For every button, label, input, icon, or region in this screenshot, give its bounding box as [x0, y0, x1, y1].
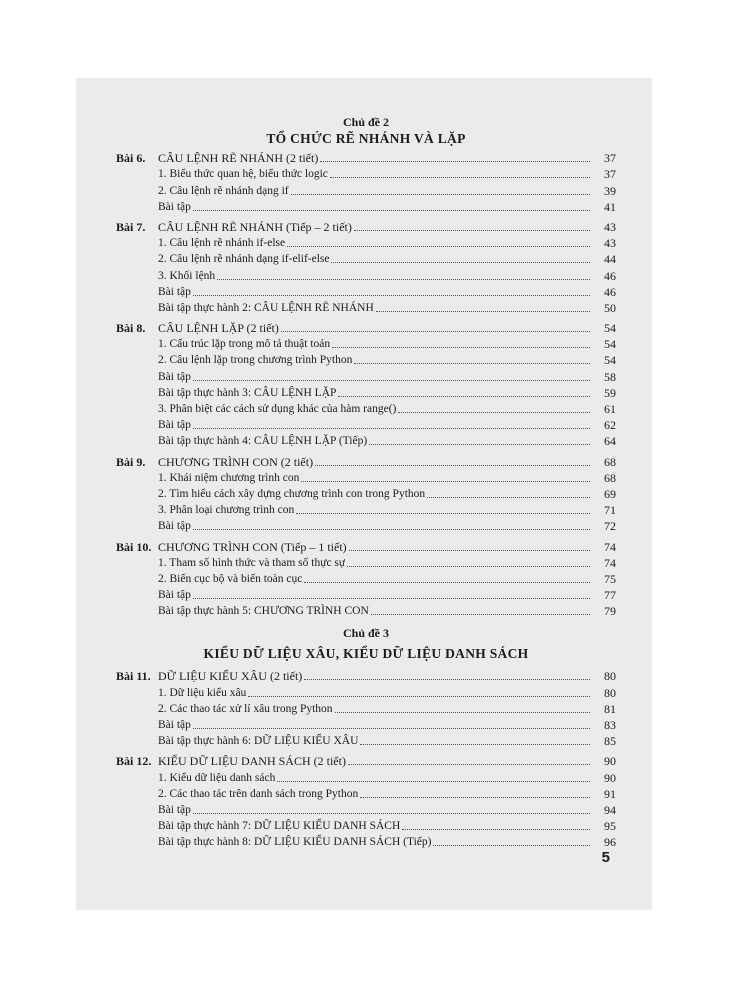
- dot-leader: [338, 396, 590, 397]
- entry-title: CHƯƠNG TRÌNH CON (2 tiết): [158, 454, 314, 469]
- dot-leader: [277, 781, 590, 782]
- entry-page-number: 77: [604, 588, 616, 603]
- dot-leader: [349, 550, 590, 551]
- dot-leader: [281, 331, 590, 332]
- entry-title: 1. Dữ liệu kiểu xâu: [158, 686, 247, 699]
- section-entry: [116, 769, 616, 785]
- dot-leader: [402, 829, 590, 830]
- entry-page-number: 71: [604, 503, 616, 518]
- section-entry: [116, 417, 616, 433]
- entry-title: Bài tập: [158, 200, 191, 213]
- lesson-entry: [116, 150, 616, 166]
- section-entry: [116, 587, 616, 603]
- dot-leader: [331, 262, 590, 263]
- dot-leader: [248, 696, 590, 697]
- entry-title: Bài tập thực hành 6: DỮ LIỆU KIỂU XÂU: [158, 735, 359, 748]
- lesson-label: Bài 11.: [116, 669, 151, 684]
- entry-page-number: 85: [604, 734, 616, 749]
- dot-leader: [398, 412, 590, 413]
- section-entry: [116, 802, 616, 818]
- dot-leader: [354, 363, 590, 364]
- section-entry: [116, 401, 616, 417]
- entry-page-number: 59: [604, 385, 616, 400]
- entry-page-number: 61: [604, 402, 616, 416]
- lesson-label: Bài 7.: [116, 219, 146, 234]
- lesson-label: Bài 10.: [116, 539, 152, 554]
- entry-title: Bài tập thực hành 2: CÂU LỆNH RẼ NHÁNH: [158, 301, 374, 314]
- dot-leader: [371, 614, 590, 615]
- section-entry: [116, 199, 616, 215]
- entry-title: 2. Các thao tác trên danh sách trong Python: [158, 787, 359, 800]
- entry-page-number: 69: [604, 486, 616, 501]
- entry-title: Bài tập thực hành 4: CÂU LỆNH LẶP (Tiếp): [158, 435, 368, 448]
- dot-leader: [291, 194, 590, 195]
- page-number: 5: [601, 849, 610, 866]
- dot-leader: [369, 444, 590, 445]
- section-entry: [116, 235, 616, 251]
- dot-leader: [315, 465, 590, 466]
- dot-leader: [193, 813, 590, 814]
- dot-leader: [193, 210, 590, 211]
- entry-title: Bài tập: [158, 419, 191, 432]
- entry-page-number: 62: [604, 418, 616, 433]
- topic-number: Chủ đề 2: [342, 115, 389, 129]
- lesson-entry: [116, 320, 616, 336]
- section-entry: [116, 555, 616, 571]
- dot-leader: [360, 744, 590, 745]
- entry-title: 2. Tìm hiểu cách xây dựng chương trình con trong Python: [158, 487, 426, 500]
- lesson-label: Bài 8.: [116, 321, 146, 336]
- topic-title: TỔ CHỨC RẼ NHÁNH VÀ LẶP: [266, 131, 466, 146]
- section-entry: [116, 284, 616, 300]
- section-entry: [116, 818, 616, 834]
- entry-page-number: 75: [604, 571, 616, 586]
- section-entry: [116, 684, 616, 700]
- entry-page-number: 54: [604, 321, 616, 336]
- entry-title: Bài tập thực hành 7: DỮ LIỆU KIỂU DANH SÁCH: [158, 820, 401, 833]
- entry-title: DỮ LIỆU KIỂU XÂU (2 tiết): [158, 669, 303, 684]
- entry-title: Bài tập thực hành 8: DỮ LIỆU KIỂU DANH SÁCH (Tiếp): [158, 836, 432, 849]
- entry-page-number: 54: [604, 337, 616, 352]
- entry-page-number: 81: [604, 701, 616, 716]
- entry-page-number: 95: [604, 819, 616, 834]
- lesson-label: Bài 12.: [116, 754, 152, 769]
- entry-page-number: 46: [604, 268, 616, 283]
- entry-page-number: 43: [604, 236, 616, 251]
- dot-leader: [330, 177, 590, 178]
- section-entry: [116, 571, 616, 587]
- dot-leader: [193, 598, 590, 599]
- book-page: [76, 78, 652, 910]
- dot-leader: [193, 428, 590, 429]
- dot-leader: [217, 279, 590, 280]
- section-entry: [116, 486, 616, 502]
- entry-page-number: 43: [604, 219, 616, 234]
- entry-page-number: 44: [604, 252, 616, 267]
- section-entry: [116, 786, 616, 802]
- section-entry: [116, 368, 616, 384]
- dot-leader: [335, 712, 590, 713]
- entry-page-number: 39: [604, 183, 616, 198]
- entry-page-number: 58: [604, 369, 616, 384]
- entry-title: Bài tập: [158, 589, 191, 602]
- section-entry: [116, 267, 616, 283]
- section-entry: [116, 352, 616, 368]
- lesson-entry: [116, 219, 616, 235]
- entry-title: 2. Các thao tác xử lí xâu trong Python: [158, 702, 333, 715]
- dot-leader: [304, 582, 590, 583]
- section-entry: [116, 433, 616, 449]
- lesson-entry: [116, 453, 616, 469]
- entry-title: 1. Khái niệm chương trình con: [158, 471, 300, 484]
- dot-leader: [427, 497, 590, 498]
- section-entry: [116, 166, 616, 182]
- dot-leader: [347, 566, 590, 567]
- entry-title: KIỂU DỮ LIỆU DANH SÁCH (2 tiết): [158, 754, 346, 769]
- entry-title: 1. Biểu thức quan hệ, biểu thức logic: [158, 168, 328, 181]
- dot-leader: [193, 295, 590, 296]
- dot-leader: [287, 246, 590, 247]
- entry-title: CÂU LỆNH RẼ NHÁNH (Tiếp – 2 tiết): [158, 219, 352, 234]
- dot-leader: [332, 347, 590, 348]
- section-entry: [116, 502, 616, 518]
- section-entry: [116, 717, 616, 733]
- dot-leader: [301, 481, 590, 482]
- dot-leader: [193, 529, 590, 530]
- entry-page-number: 46: [604, 284, 616, 299]
- section-entry: [116, 733, 616, 749]
- section-entry: [116, 518, 616, 534]
- entry-title: Bài tập: [158, 803, 191, 816]
- entry-page-number: 80: [604, 669, 616, 684]
- topic-number: Chủ đề 3: [342, 626, 389, 641]
- section-entry: [116, 470, 616, 486]
- entry-page-number: 90: [604, 770, 616, 785]
- entry-page-number: 74: [604, 539, 616, 554]
- entry-title: 2. Biến cục bộ và biến toàn cục: [158, 572, 303, 585]
- table-of-contents: [116, 114, 616, 850]
- dot-leader: [354, 230, 590, 231]
- entry-title: CÂU LỆNH LẶP (2 tiết): [158, 321, 279, 336]
- topic-title: KIỂU DỮ LIỆU XÂU, KIỂU DỮ LIỆU DANH SÁCH: [203, 646, 529, 662]
- topic-3-heading: [116, 625, 616, 662]
- lesson-label: Bài 9.: [116, 454, 146, 469]
- lesson-label: Bài 6.: [116, 151, 146, 166]
- dot-leader: [193, 380, 590, 381]
- entry-title: CHƯƠNG TRÌNH CON (Tiếp – 1 tiết): [158, 539, 347, 554]
- entry-title: 1. Câu lệnh rẽ nhánh if-else: [158, 237, 286, 250]
- section-entry: [116, 603, 616, 619]
- lesson-entry: [116, 538, 616, 554]
- entry-page-number: 72: [604, 519, 616, 534]
- section-entry: [116, 300, 616, 316]
- dot-leader: [348, 764, 590, 765]
- lesson-entry: [116, 668, 616, 684]
- entry-page-number: 41: [604, 199, 616, 214]
- dot-leader: [296, 513, 590, 514]
- entry-page-number: 90: [604, 754, 616, 769]
- entry-page-number: 80: [604, 685, 616, 700]
- dot-leader: [193, 728, 590, 729]
- section-entry: [116, 182, 616, 198]
- entry-page-number: 54: [604, 353, 616, 368]
- dot-leader: [304, 679, 590, 680]
- entry-title: 3. Khối lệnh: [158, 269, 216, 282]
- entry-title: 2. Câu lệnh rẽ nhánh dạng if-elif-else: [158, 253, 330, 266]
- dot-leader: [376, 311, 590, 312]
- entry-page-number: 83: [604, 718, 616, 732]
- lesson-entry: [116, 753, 616, 769]
- entry-title: 3. Phân biệt các cách sử dụng khác của hàm range(): [158, 403, 397, 415]
- entry-page-number: 79: [604, 604, 616, 619]
- section-entry: [116, 385, 616, 401]
- entry-title: 2. Câu lệnh lặp trong chương trình Python: [158, 354, 353, 367]
- entry-page-number: 68: [604, 470, 616, 485]
- section-entry: [116, 336, 616, 352]
- entry-page-number: 64: [604, 434, 616, 449]
- entry-title: Bài tập: [158, 285, 191, 298]
- entry-title: 2. Câu lệnh rẽ nhánh dạng if: [158, 184, 289, 197]
- topic-2-lessons: [116, 150, 616, 619]
- topic-3-lessons: [116, 668, 616, 850]
- entry-page-number: 94: [604, 802, 616, 817]
- entry-title: CÂU LỆNH RẼ NHÁNH (2 tiết): [158, 151, 319, 166]
- entry-title: 3. Phân loại chương trình con: [158, 504, 295, 517]
- dot-leader: [320, 161, 590, 162]
- entry-page-number: 96: [604, 835, 616, 850]
- dot-leader: [433, 845, 590, 846]
- entry-title: Bài tập thực hành 3: CÂU LỆNH LẶP: [158, 386, 337, 399]
- entry-page-number: 37: [604, 167, 616, 182]
- dot-leader: [360, 797, 590, 798]
- entry-title: Bài tập: [158, 520, 191, 533]
- entry-page-number: 37: [604, 151, 616, 166]
- entry-title: Bài tập: [158, 719, 191, 731]
- entry-page-number: 91: [604, 786, 616, 801]
- section-entry: [116, 251, 616, 267]
- entry-title: 1. Cấu trúc lặp trong mô tả thuật toán: [158, 338, 331, 351]
- entry-title: Bài tập: [158, 370, 191, 383]
- entry-page-number: 68: [604, 454, 616, 469]
- section-entry: [116, 834, 616, 850]
- topic-2-heading: [116, 114, 616, 147]
- entry-title: 1. Tham số hình thức và tham số thực sự: [158, 556, 346, 569]
- entry-page-number: 74: [604, 555, 616, 570]
- section-entry: [116, 701, 616, 717]
- entry-title: Bài tập thực hành 5: CHƯƠNG TRÌNH CON: [158, 605, 369, 618]
- entry-title: 1. Kiểu dữ liệu danh sách: [158, 771, 276, 784]
- entry-page-number: 50: [604, 300, 616, 315]
